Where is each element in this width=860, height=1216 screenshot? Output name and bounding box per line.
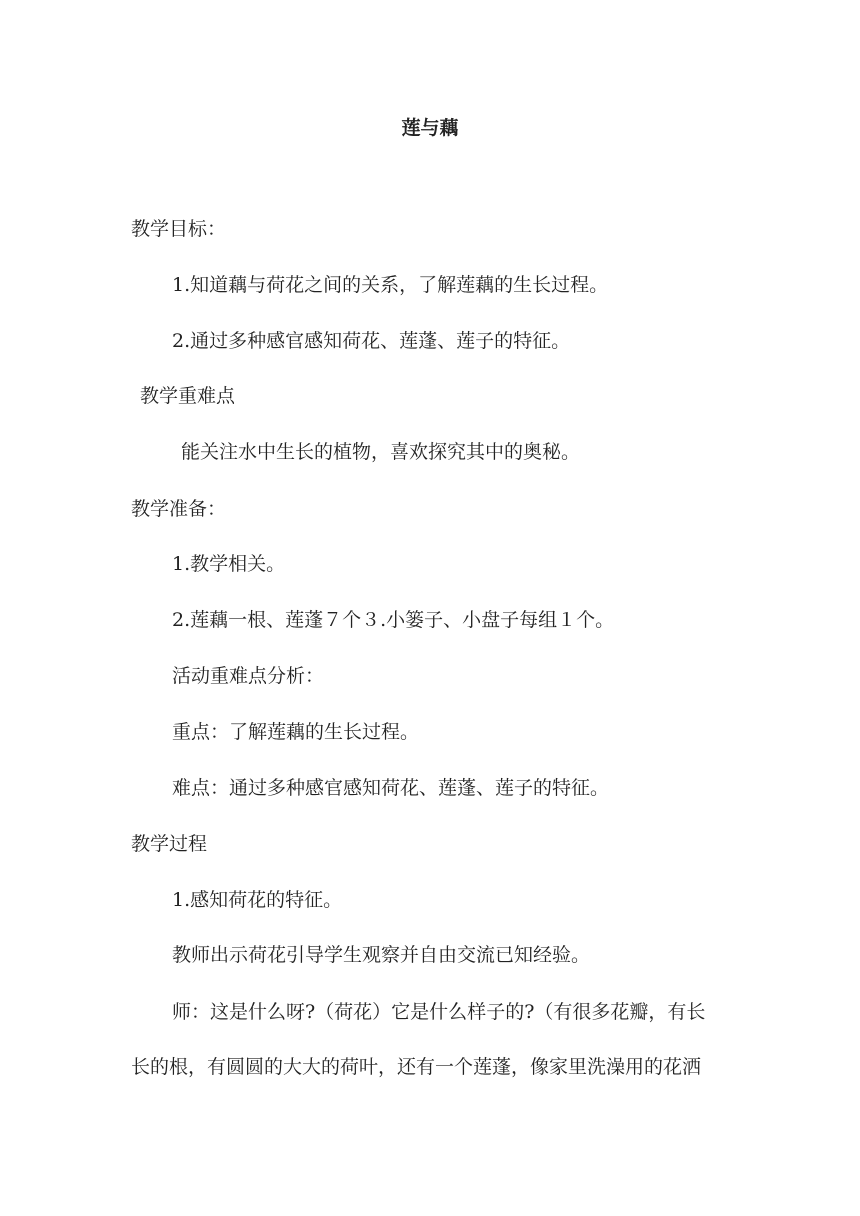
key-point-text: 能关注水中生长的植物，喜欢探究其中的奥秘。 — [181, 441, 581, 463]
process-paragraph-2-line-2: 长的根，有圆圆的大大的荷叶，还有一个莲蓬，像家里洗澡用的花洒 — [131, 1056, 702, 1078]
preparation-item-1: 1.教学相关。 — [172, 553, 286, 575]
heading-key-difficult-points: 教学重难点 — [140, 385, 236, 407]
goal-item-1: 1.知道藕与荷花之间的关系，了解莲藕的生长过程。 — [172, 274, 609, 296]
process-paragraph-2-line-1: 师：这是什么呀?（荷花）它是什么样子的?（有很多花瓣，有长 — [172, 1001, 706, 1023]
process-step-1: 1.感知荷花的特征。 — [172, 889, 343, 911]
document-title: 莲与藕 — [401, 117, 459, 139]
heading-teaching-preparation: 教学准备： — [131, 498, 227, 520]
key-point-item: 重点：了解莲藕的生长过程。 — [172, 721, 420, 743]
heading-teaching-goals: 教学目标： — [131, 218, 227, 240]
process-paragraph-1: 教师出示荷花引导学生观察并自由交流已知经验。 — [172, 944, 591, 966]
heading-teaching-process: 教学过程 — [131, 833, 208, 855]
goal-item-2: 2.通过多种感官感知荷花、莲蓬、莲子的特征。 — [172, 330, 571, 352]
difficult-point-item: 难点：通过多种感官感知荷花、莲蓬、莲子的特征。 — [172, 777, 610, 799]
heading-activity-analysis: 活动重难点分析： — [172, 665, 325, 687]
preparation-item-2: 2.莲藕一根、莲蓬７个３.小篓子、小盘子每组１个。 — [172, 609, 615, 631]
